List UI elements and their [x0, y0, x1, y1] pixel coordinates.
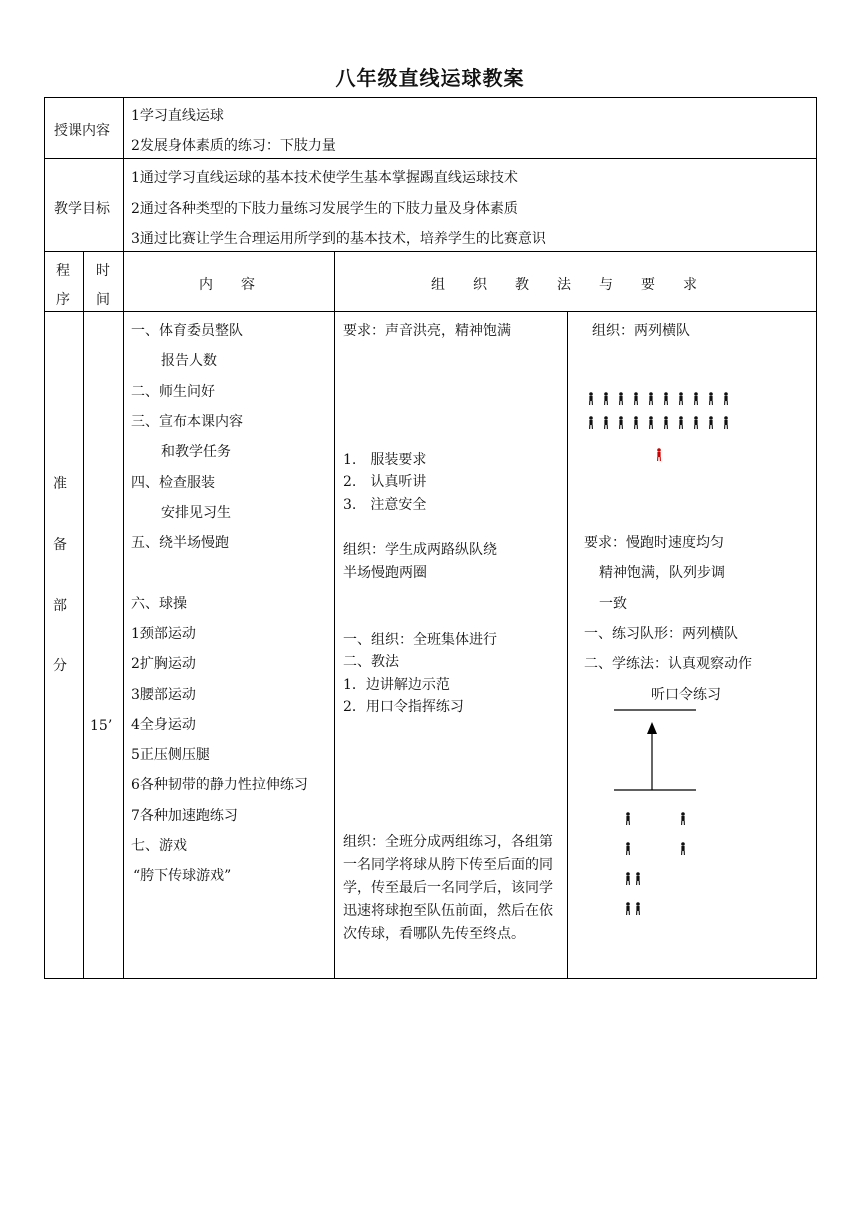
teacher-icon — [657, 448, 661, 461]
student-icon — [724, 392, 728, 405]
student-icon — [679, 392, 683, 405]
student-icon — [589, 392, 593, 405]
content-item: 5正压侧压腿 — [131, 747, 210, 763]
right-drill: 听口令练习 — [651, 687, 721, 703]
col-time-2: 间 — [96, 292, 110, 308]
right-drill: 二、学练法：认真观察动作 — [584, 656, 752, 672]
col-method: 组 织 教 法 与 要 求 — [431, 277, 697, 293]
method-requirement: 要求：声音洪亮，精神饱满 — [343, 323, 511, 339]
right-org: 组织：两列横队 — [592, 323, 690, 339]
student-icon — [626, 812, 630, 825]
content-item: 7各种加速跑练习 — [131, 808, 238, 824]
method-org-run: 组织：学生成两路纵队绕 — [343, 542, 497, 558]
right-req: 一致 — [599, 596, 627, 612]
method-org-exercise: 二、教法 — [343, 654, 399, 670]
method-org-game: 组织：全班分成两组练习，各组第一名同学将球从胯下传至后面的同学，传至最后一名同学后，该同学迅速将球抱至队伍前面，然后在依次传球，看哪队先传至终点。 — [343, 834, 553, 942]
student-icon — [634, 416, 638, 429]
content-item: 安排见习生 — [161, 505, 231, 521]
student-icon — [724, 416, 728, 429]
content-item: 一、体育委员整队 — [131, 323, 243, 339]
goal-label: 教学目标 — [54, 201, 110, 217]
goal-line-1: 1通过学习直线运球的基本技术使学生基本掌握踢直线运球技术 — [131, 170, 518, 186]
col-time-1: 时 — [96, 263, 110, 279]
content-item: 1颈部运动 — [131, 626, 196, 642]
content-item: 六、球操 — [131, 596, 187, 612]
student-icon — [634, 392, 638, 405]
student-icon — [604, 392, 608, 405]
content-item: 6各种韧带的静力性拉伸练习 — [131, 777, 308, 793]
col-content: 内 容 — [199, 277, 255, 293]
part-char-3: 部 — [53, 598, 67, 614]
method-org-exercise: 一、组织：全班集体进行 — [343, 632, 497, 648]
student-icon — [681, 842, 685, 855]
content-item: 报告人数 — [161, 353, 217, 369]
student-icon — [681, 812, 685, 825]
content-item: 和教学任务 — [161, 444, 231, 460]
content-item: “胯下传球游戏” — [133, 868, 232, 884]
student-icon — [619, 416, 623, 429]
content-item: 3腰部运动 — [131, 687, 196, 703]
student-icon — [604, 416, 608, 429]
student-icon — [626, 902, 630, 915]
col-seq-2: 序 — [56, 292, 70, 308]
student-icon — [679, 416, 683, 429]
method-org-exercise: 1．边讲解边示范 — [343, 677, 450, 693]
student-icon — [589, 416, 593, 429]
student-icon — [626, 842, 630, 855]
student-icon — [649, 392, 653, 405]
content-item: 五、绕半场慢跑 — [131, 535, 229, 551]
method-list-item: 1. 服装要求 — [343, 452, 427, 468]
content-item: 四、检查服装 — [131, 475, 215, 491]
arrow-up-icon — [647, 722, 657, 734]
student-icon — [694, 392, 698, 405]
student-icon — [619, 392, 623, 405]
content-line-2: 2发展身体素质的练习：下肢力量 — [131, 138, 336, 154]
col-seq-1: 程 — [56, 263, 70, 279]
right-req: 精神饱满，队列步调 — [599, 565, 725, 581]
section-time: 15’ — [90, 718, 113, 734]
student-icon — [649, 416, 653, 429]
goal-line-3: 3通过比赛让学生合理运用所学到的基本技术，培养学生的比赛意识 — [131, 231, 546, 247]
formation-diagram — [580, 384, 750, 474]
student-icon — [709, 416, 713, 429]
content-label: 授课内容 — [54, 123, 110, 139]
content-item: 4全身运动 — [131, 717, 196, 733]
student-icon — [636, 902, 640, 915]
student-icon — [626, 872, 630, 885]
goal-line-2: 2通过各种类型的下肢力量练习发展学生的下肢力量及身体素质 — [131, 201, 518, 217]
content-item: 2扩胸运动 — [131, 656, 196, 672]
method-list-item: 3. 注意安全 — [343, 497, 427, 513]
right-req: 要求：慢跑时速度均匀 — [584, 535, 724, 551]
content-line-1: 1学习直线运球 — [131, 108, 224, 124]
content-item: 七、游戏 — [131, 838, 187, 854]
part-char-4: 分 — [53, 658, 67, 674]
content-item: 二、师生问好 — [131, 384, 215, 400]
student-icon — [664, 416, 668, 429]
method-org-run: 半场慢跑两圈 — [343, 565, 427, 581]
part-char-1: 准 — [53, 476, 67, 492]
part-char-2: 备 — [53, 537, 67, 553]
method-org-exercise: 2．用口令指挥练习 — [343, 699, 464, 715]
content-item: 三、宣布本课内容 — [131, 414, 243, 430]
method-list-item: 2. 认真听讲 — [343, 474, 427, 490]
student-icon — [636, 872, 640, 885]
student-icon — [709, 392, 713, 405]
page-title: 八年级直线运球教案 — [335, 66, 525, 90]
right-drill: 一、练习队形：两列横队 — [584, 626, 738, 642]
student-icon — [694, 416, 698, 429]
drill-diagram — [600, 704, 710, 924]
student-icon — [664, 392, 668, 405]
